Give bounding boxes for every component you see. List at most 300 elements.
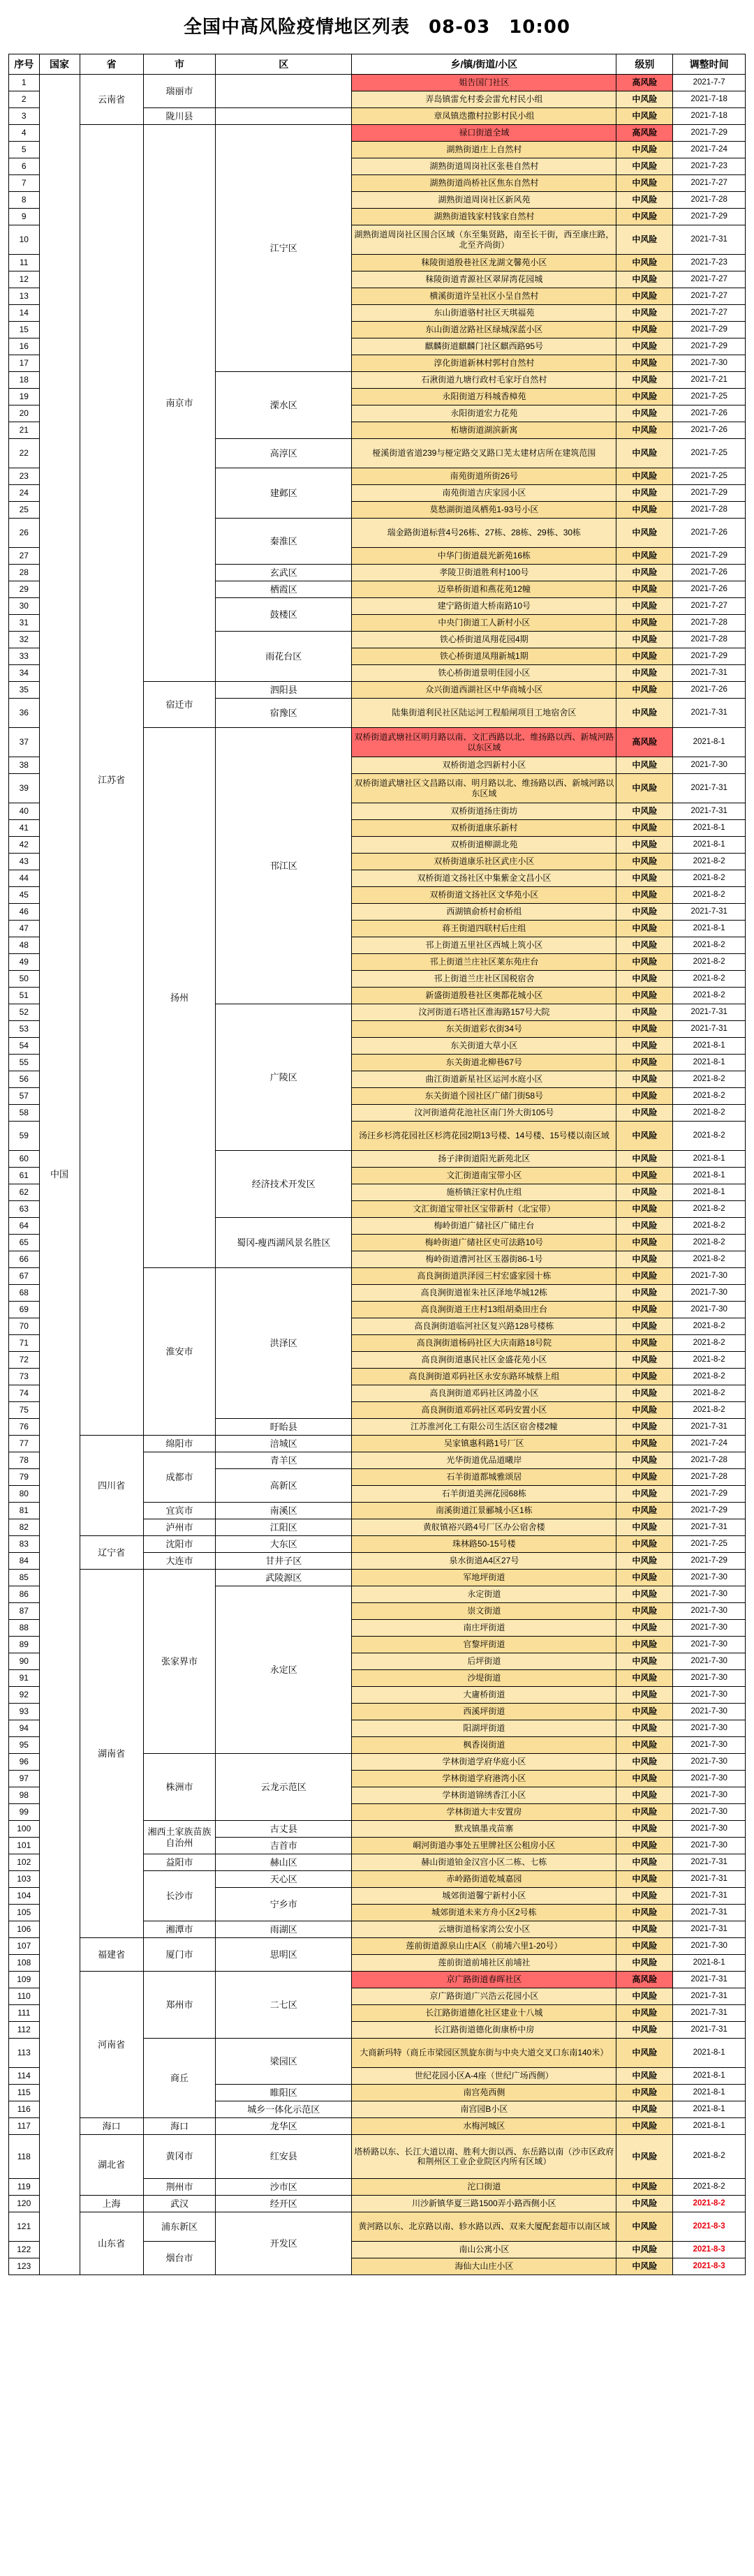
- cell-area: 石湫街道九塘行政村毛家圩自然村: [352, 372, 616, 389]
- cell-level: 中风险: [616, 468, 673, 485]
- cell-province: 江苏省: [80, 125, 143, 1436]
- cell-time: 2021-7-24: [673, 142, 746, 158]
- row-index: 89: [9, 1637, 40, 1653]
- cell-area: 官黎坪街道: [352, 1637, 616, 1653]
- cell-area: 东关街道彩衣街34号: [352, 1021, 616, 1038]
- row-index: 54: [9, 1038, 40, 1055]
- row-index: 17: [9, 355, 40, 372]
- cell-level: 中风险: [616, 209, 673, 225]
- cell-time: 2021-8-1: [673, 1055, 746, 1071]
- cell-level: 中风险: [616, 1419, 673, 1436]
- cell-level: 中风险: [616, 1004, 673, 1021]
- cell-area: 中央门街道工人新村小区: [352, 615, 616, 632]
- cell-area: 新盛街道殷巷社区奥都花城小区: [352, 988, 616, 1004]
- row-index: 117: [9, 2118, 40, 2135]
- cell-time: 2021-7-26: [673, 405, 746, 422]
- cell-time: 2021-8-2: [673, 1335, 746, 1352]
- row-index: 76: [9, 1419, 40, 1436]
- cell-area: 西溪坪街道: [352, 1704, 616, 1720]
- cell-city: 宜宾市: [143, 1503, 216, 1519]
- row-index: 34: [9, 665, 40, 682]
- cell-area: 高良涧街道邓码社区邓码安置小区: [352, 1402, 616, 1419]
- cell-time: 2021-7-29: [673, 209, 746, 225]
- cell-level: 中风险: [616, 1570, 673, 1586]
- cell-area: 高良涧街道邓码社区永安东路环城蔡上组: [352, 1369, 616, 1385]
- cell-district: 南溪区: [216, 1503, 352, 1519]
- cell-city: 武汉: [143, 2196, 216, 2212]
- cell-area: 高良涧街道崔朱社区泽地华城12栋: [352, 1285, 616, 1302]
- th-country: 国家: [39, 54, 80, 75]
- row-index: 29: [9, 581, 40, 598]
- cell-city: 烟台市: [143, 2242, 216, 2275]
- cell-time: 2021-7-31: [673, 803, 746, 820]
- cell-city: 郑州市: [143, 1972, 216, 2039]
- row-index: 114: [9, 2068, 40, 2085]
- cell-district: 开发区: [216, 2212, 352, 2275]
- table-body: [9, 75, 746, 2275]
- row-index: 81: [9, 1503, 40, 1519]
- cell-time: 2021-7-27: [673, 598, 746, 615]
- row-index: 82: [9, 1519, 40, 1536]
- cell-time: 2021-8-1: [673, 2101, 746, 2118]
- cell-area: 双桥街道康乐新村: [352, 820, 616, 837]
- cell-city: 湘潭市: [143, 1921, 216, 1938]
- cell-time: 2021-8-2: [673, 1251, 746, 1268]
- cell-area: 东关街道北柳巷67号: [352, 1055, 616, 1071]
- cell-area: 湖熟街道庄上自然村: [352, 142, 616, 158]
- cell-time: 2021-8-3: [673, 2258, 746, 2275]
- cell-time: 2021-7-31: [673, 665, 746, 682]
- cell-time: 2021-7-31: [673, 699, 746, 728]
- row-index: 5: [9, 142, 40, 158]
- cell-level: 中风险: [616, 1704, 673, 1720]
- cell-district: 宁乡市: [216, 1888, 352, 1921]
- cell-time: 2021-7-25: [673, 468, 746, 485]
- row-index: 23: [9, 468, 40, 485]
- page-title: 全国中高风险疫情地区列表 08-03 10:00: [184, 17, 570, 38]
- row-index: 79: [9, 1469, 40, 1486]
- cell-area: 众兴街道西湖社区中华商城小区: [352, 682, 616, 699]
- cell-area: 双桥街道康乐社区武庄小区: [352, 854, 616, 870]
- cell-city: 荆州市: [143, 2179, 216, 2196]
- row-index: 65: [9, 1235, 40, 1251]
- cell-area: 海仙大山庄小区: [352, 2258, 616, 2275]
- row-index: 75: [9, 1402, 40, 1419]
- cell-level: 中风险: [616, 1088, 673, 1105]
- cell-level: 中风险: [616, 548, 673, 565]
- cell-time: 2021-7-27: [673, 288, 746, 305]
- cell-area: 汶河街道荷花池社区南门外大街105号: [352, 1105, 616, 1122]
- cell-level: 中风险: [616, 142, 673, 158]
- cell-area: 西湖镇俞桥村俞桥组: [352, 904, 616, 921]
- cell-area: 石羊街道美洲花园68栋: [352, 1486, 616, 1503]
- cell-level: 中风险: [616, 175, 673, 192]
- cell-area: 铁心桥街道凤翔新城1期: [352, 648, 616, 665]
- cell-area: 学林街道锦绣香江小区: [352, 1787, 616, 1804]
- cell-time: 2021-8-2: [673, 854, 746, 870]
- cell-level: 高风险: [616, 125, 673, 142]
- cell-time: 2021-8-1: [673, 837, 746, 854]
- cell-area: 永定街道: [352, 1586, 616, 1603]
- cell-time: 2021-7-26: [673, 682, 746, 699]
- cell-area: 南宫苑西侧: [352, 2085, 616, 2101]
- row-index: 73: [9, 1369, 40, 1385]
- cell-level: 中风险: [616, 2068, 673, 2085]
- cell-district: 栖霞区: [216, 581, 352, 598]
- cell-area: 双桥街道武塘社区文昌路以南、明月路以北、维扬路以西、新城河路以东区域: [352, 774, 616, 803]
- cell-province: 福建省: [80, 1938, 143, 1972]
- row-index: 106: [9, 1921, 40, 1938]
- cell-area: 南宫园B小区: [352, 2101, 616, 2118]
- cell-area: 邗上街道兰庄社区莱东苑庄台: [352, 954, 616, 971]
- cell-time: 2021-7-30: [673, 1938, 746, 1955]
- row-index: 80: [9, 1486, 40, 1503]
- row-index: 25: [9, 502, 40, 519]
- th-area: 乡/镇/街道/小区: [352, 54, 616, 75]
- cell-district: 经济技术开发区: [216, 1151, 352, 1218]
- cell-time: 2021-7-30: [673, 1737, 746, 1754]
- cell-district: 建邺区: [216, 468, 352, 519]
- cell-city: 株洲市: [143, 1754, 216, 1821]
- row-index: 112: [9, 2022, 40, 2039]
- cell-time: 2021-7-31: [673, 1021, 746, 1038]
- row-index: 28: [9, 565, 40, 581]
- cell-level: 中风险: [616, 1754, 673, 1771]
- cell-area: 学林街道学府港湾小区: [352, 1771, 616, 1787]
- cell-area: 双桥街道武塘社区明月路以南、文汇西路以北、维扬路以西、新城河路以东区域: [352, 728, 616, 757]
- cell-level: 中风险: [616, 1988, 673, 2005]
- row-index: 115: [9, 2085, 40, 2101]
- row-index: 13: [9, 288, 40, 305]
- cell-level: 中风险: [616, 921, 673, 937]
- cell-time: 2021-7-23: [673, 158, 746, 175]
- cell-level: 中风险: [616, 1168, 673, 1184]
- cell-level: 中风险: [616, 1201, 673, 1218]
- table-row: [9, 1436, 746, 1452]
- cell-level: 中风险: [616, 422, 673, 439]
- row-index: 96: [9, 1754, 40, 1771]
- cell-district: 古丈县: [216, 1821, 352, 1838]
- cell-area: 双桥街道文扬社区文华苑小区: [352, 887, 616, 904]
- cell-area: 湖熟街道周岗社区围合区域（东至集贤路，南至长干街，西至康庄路，北至齐尚街）: [352, 225, 616, 255]
- cell-time: 2021-8-2: [673, 1235, 746, 1251]
- cell-level: 中风险: [616, 1854, 673, 1871]
- cell-time: 2021-8-2: [673, 1352, 746, 1369]
- cell-area: 湖熟街道尚桥社区焦东自然村: [352, 175, 616, 192]
- row-index: 66: [9, 1251, 40, 1268]
- cell-district: 武陵源区: [216, 1570, 352, 1586]
- table-row: [9, 2118, 746, 2135]
- cell-area: 桠溪街道省道239与桠定路交叉路口芜太建材店所在建筑范围: [352, 439, 616, 468]
- cell-area: 东关街道个园社区广储门街58号: [352, 1088, 616, 1105]
- cell-area: 泉水街道A4区27号: [352, 1553, 616, 1570]
- cell-area: 珠林路50-15号楼: [352, 1536, 616, 1553]
- cell-area: 高良涧街道临河社区复兴路128号楼栋: [352, 1318, 616, 1335]
- cell-level: 中风险: [616, 1021, 673, 1038]
- cell-level: 中风险: [616, 389, 673, 405]
- cell-area: 汤汪乡杉湾花园社区杉湾花园2期13号楼、14号楼、15号楼以南区域: [352, 1122, 616, 1151]
- cell-area: 麒麟街道麒麟门社区麒西路95号: [352, 338, 616, 355]
- row-index: 37: [9, 728, 40, 757]
- cell-area: 邗上街道兰庄社区国税宿舍: [352, 971, 616, 988]
- cell-level: 中风险: [616, 2258, 673, 2275]
- cell-time: 2021-8-2: [673, 2196, 746, 2212]
- cell-time: 2021-7-28: [673, 1452, 746, 1469]
- row-index: 91: [9, 1670, 40, 1687]
- cell-level: 中风险: [616, 837, 673, 854]
- cell-level: 中风险: [616, 1553, 673, 1570]
- cell-area: 长江路街道德化社区建业十八城: [352, 2005, 616, 2022]
- cell-time: 2021-8-2: [673, 1385, 746, 1402]
- cell-time: 2021-7-30: [673, 1302, 746, 1318]
- cell-area: 赫山街道铂金汉宫小区二栋、七栋: [352, 1854, 616, 1871]
- row-index: 86: [9, 1586, 40, 1603]
- cell-level: 中风险: [616, 2135, 673, 2179]
- cell-time: 2021-7-31: [673, 1888, 746, 1905]
- cell-city: 浦东新区: [143, 2212, 216, 2242]
- cell-level: 中风险: [616, 2242, 673, 2258]
- cell-area: 东关街道大草小区: [352, 1038, 616, 1055]
- cell-area: 陆集街道利民社区陆运河工程船闸项目工地宿舍区: [352, 699, 616, 728]
- cell-time: 2021-7-31: [673, 774, 746, 803]
- cell-time: 2021-7-29: [673, 648, 746, 665]
- row-index: 110: [9, 1988, 40, 2005]
- cell-area: 文汇街道宝带社区宝带新村（北宝带）: [352, 1201, 616, 1218]
- row-index: 31: [9, 615, 40, 632]
- cell-district: 涪城区: [216, 1436, 352, 1452]
- row-index: 48: [9, 937, 40, 954]
- row-index: 123: [9, 2258, 40, 2275]
- cell-country: 中国: [39, 75, 80, 2275]
- cell-level: 中风险: [616, 803, 673, 820]
- cell-district: 沙市区: [216, 2179, 352, 2196]
- cell-district: 龙华区: [216, 2118, 352, 2135]
- cell-time: 2021-7-23: [673, 255, 746, 271]
- cell-level: 中风险: [616, 502, 673, 519]
- cell-district: [216, 108, 352, 125]
- cell-area: 秣陵街道殷巷社区龙湖文馨苑小区: [352, 255, 616, 271]
- cell-time: 2021-7-30: [673, 1838, 746, 1854]
- cell-level: 中风险: [616, 1771, 673, 1787]
- row-index: 51: [9, 988, 40, 1004]
- cell-time: 2021-8-1: [673, 728, 746, 757]
- row-index: 99: [9, 1804, 40, 1821]
- cell-district: 雨花台区: [216, 632, 352, 682]
- cell-time: 2021-7-30: [673, 1771, 746, 1787]
- cell-district: 经开区: [216, 2196, 352, 2212]
- row-index: 64: [9, 1218, 40, 1235]
- row-index: 118: [9, 2135, 40, 2179]
- row-index: 58: [9, 1105, 40, 1122]
- row-index: 44: [9, 870, 40, 887]
- cell-time: 2021-7-31: [673, 2022, 746, 2039]
- cell-area: 南苑街道吉庆家园小区: [352, 485, 616, 502]
- row-index: 68: [9, 1285, 40, 1302]
- cell-area: 莲前街道源泉山庄A区（前埔六里1-20号）: [352, 1938, 616, 1955]
- cell-level: 中风险: [616, 91, 673, 108]
- cell-time: 2021-7-30: [673, 1268, 746, 1285]
- row-index: 56: [9, 1071, 40, 1088]
- cell-level: 中风险: [616, 255, 673, 271]
- cell-district: 雨湖区: [216, 1921, 352, 1938]
- cell-time: 2021-7-29: [673, 1503, 746, 1519]
- cell-district: 洪泽区: [216, 1268, 352, 1419]
- cell-level: 中风险: [616, 648, 673, 665]
- cell-time: 2021-8-3: [673, 2212, 746, 2242]
- cell-time: 2021-8-1: [673, 1955, 746, 1972]
- table-row: [9, 1536, 746, 1553]
- cell-area: 默戎镇墨戎苗寨: [352, 1821, 616, 1838]
- row-index: 97: [9, 1771, 40, 1787]
- row-index: 4: [9, 125, 40, 142]
- cell-level: 中风险: [616, 774, 673, 803]
- row-index: 108: [9, 1955, 40, 1972]
- cell-level: 高风险: [616, 75, 673, 91]
- cell-area: 高良涧街道杨码社区大庆南路18号院: [352, 1335, 616, 1352]
- th-time: 调整时间: [673, 54, 746, 75]
- cell-level: 中风险: [616, 1536, 673, 1553]
- cell-area: 姐告国门社区: [352, 75, 616, 91]
- cell-level: 中风险: [616, 1905, 673, 1921]
- cell-area: 梅岭街道漕河社区玉器街86-1号: [352, 1251, 616, 1268]
- cell-time: 2021-7-26: [673, 581, 746, 598]
- cell-level: 中风险: [616, 598, 673, 615]
- cell-time: 2021-7-28: [673, 632, 746, 648]
- cell-level: 中风险: [616, 581, 673, 598]
- cell-province: 湖北省: [80, 2135, 143, 2196]
- cell-time: 2021-8-1: [673, 921, 746, 937]
- cell-level: 中风险: [616, 1402, 673, 1419]
- cell-level: 中风险: [616, 372, 673, 389]
- cell-level: 中风险: [616, 192, 673, 209]
- cell-area: 东山街道岔路社区绿城深蓝小区: [352, 322, 616, 338]
- cell-time: 2021-8-2: [673, 988, 746, 1004]
- row-index: 42: [9, 837, 40, 854]
- cell-time: 2021-7-29: [673, 322, 746, 338]
- row-index: 38: [9, 757, 40, 774]
- cell-city: 宿迁市: [143, 682, 216, 728]
- cell-time: 2021-7-30: [673, 1754, 746, 1771]
- cell-level: 中风险: [616, 1055, 673, 1071]
- cell-level: 中风险: [616, 1218, 673, 1235]
- cell-area: 双桥街道文扬社区中集紫金文昌小区: [352, 870, 616, 887]
- cell-district: 云龙示范区: [216, 1754, 352, 1821]
- cell-time: 2021-8-2: [673, 1318, 746, 1335]
- cell-area: 秣陵街道青源社区翠屏湾花园城: [352, 271, 616, 288]
- cell-area: 曲江街道新星社区运河水庭小区: [352, 1071, 616, 1088]
- cell-time: 2021-8-2: [673, 1201, 746, 1218]
- cell-level: 中风险: [616, 2039, 673, 2068]
- cell-time: 2021-7-28: [673, 1469, 746, 1486]
- cell-district: 宿豫区: [216, 699, 352, 728]
- cell-area: 高良涧街道洪泽园三村宏盛家园十栋: [352, 1268, 616, 1285]
- row-index: 70: [9, 1318, 40, 1335]
- cell-district: 睢阳区: [216, 2085, 352, 2101]
- cell-area: 江苏淮河化工有限公司生活区宿舍楼2幢: [352, 1419, 616, 1436]
- cell-area: 蒋王街道四联村后庄组: [352, 921, 616, 937]
- cell-time: 2021-7-26: [673, 519, 746, 548]
- row-index: 32: [9, 632, 40, 648]
- cell-area: 沙堤街道: [352, 1670, 616, 1687]
- cell-district: 赫山区: [216, 1854, 352, 1871]
- row-index: 84: [9, 1553, 40, 1570]
- row-index: 11: [9, 255, 40, 271]
- cell-time: 2021-7-30: [673, 1687, 746, 1704]
- cell-district: 盱眙县: [216, 1419, 352, 1436]
- cell-area: 京广路街道春晖社区: [352, 1972, 616, 1988]
- cell-time: 2021-7-31: [673, 1871, 746, 1888]
- cell-area: 瑞金路街道标营4号26栋、27栋、28栋、29栋、30栋: [352, 519, 616, 548]
- cell-area: 军地坪街道: [352, 1570, 616, 1586]
- row-index: 36: [9, 699, 40, 728]
- table-row: [9, 75, 746, 91]
- row-index: 60: [9, 1151, 40, 1168]
- cell-level: 中风险: [616, 305, 673, 322]
- cell-level: 中风险: [616, 870, 673, 887]
- cell-level: 中风险: [616, 1151, 673, 1168]
- cell-level: 中风险: [616, 665, 673, 682]
- row-index: 102: [9, 1854, 40, 1871]
- cell-time: 2021-7-24: [673, 1436, 746, 1452]
- cell-area: 永阳街道宏力花苑: [352, 405, 616, 422]
- cell-level: 中风险: [616, 225, 673, 255]
- cell-time: 2021-7-18: [673, 108, 746, 125]
- cell-area: 莫愁湖街道凤栖苑1-93号小区: [352, 502, 616, 519]
- cell-district: 江宁区: [216, 125, 352, 372]
- row-index: 85: [9, 1570, 40, 1586]
- cell-area: 塔桥路以东、长江大道以南、胜利大街以西、东岳路以南（沙市区政府和荆州区工业企业院区内所有区域）: [352, 2135, 616, 2179]
- cell-level: 中风险: [616, 699, 673, 728]
- cell-time: 2021-8-1: [673, 1151, 746, 1168]
- row-index: 26: [9, 519, 40, 548]
- row-index: 55: [9, 1055, 40, 1071]
- row-index: 109: [9, 1972, 40, 1988]
- cell-time: 2021-7-21: [673, 372, 746, 389]
- cell-time: 2021-8-2: [673, 2135, 746, 2179]
- row-index: 47: [9, 921, 40, 937]
- row-index: 104: [9, 1888, 40, 1905]
- cell-level: 中风险: [616, 1653, 673, 1670]
- cell-city: 湘西土家族苗族自治州: [143, 1821, 216, 1854]
- th-level: 级别: [616, 54, 673, 75]
- cell-city: 淮安市: [143, 1268, 216, 1436]
- cell-area: 东山街道骆村社区天琪福苑: [352, 305, 616, 322]
- cell-time: 2021-7-31: [673, 1988, 746, 2005]
- cell-area: 高良涧街道惠民社区金盛花苑小区: [352, 1352, 616, 1369]
- row-index: 98: [9, 1787, 40, 1804]
- cell-area: 双桥街道念四新村小区: [352, 757, 616, 774]
- cell-area: 城郊街道馨宁新村小区: [352, 1888, 616, 1905]
- cell-area: 章凤镇迭撒村拉影村民小组: [352, 108, 616, 125]
- cell-area: 扬子津街道阳光新苑北区: [352, 1151, 616, 1168]
- cell-district: 高新区: [216, 1469, 352, 1503]
- cell-level: 中风险: [616, 854, 673, 870]
- cell-level: 中风险: [616, 405, 673, 422]
- cell-area: 横溪街道许呈社区小呈自然村: [352, 288, 616, 305]
- row-index: 7: [9, 175, 40, 192]
- cell-area: 峒河街道办事处五里牌社区公租房小区: [352, 1838, 616, 1854]
- cell-city: 泸州市: [143, 1519, 216, 1536]
- cell-district: 红安县: [216, 2135, 352, 2179]
- cell-level: 中风险: [616, 632, 673, 648]
- cell-time: 2021-7-30: [673, 1787, 746, 1804]
- cell-time: 2021-7-30: [673, 1570, 746, 1586]
- cell-area: 阳湖坪街道: [352, 1720, 616, 1737]
- cell-area: 川沙新镇华夏三路1500弄小路西侧小区: [352, 2196, 616, 2212]
- cell-city: 大连市: [143, 1553, 216, 1570]
- row-index: 74: [9, 1385, 40, 1402]
- cell-area: 学林街道大丰安置房: [352, 1804, 616, 1821]
